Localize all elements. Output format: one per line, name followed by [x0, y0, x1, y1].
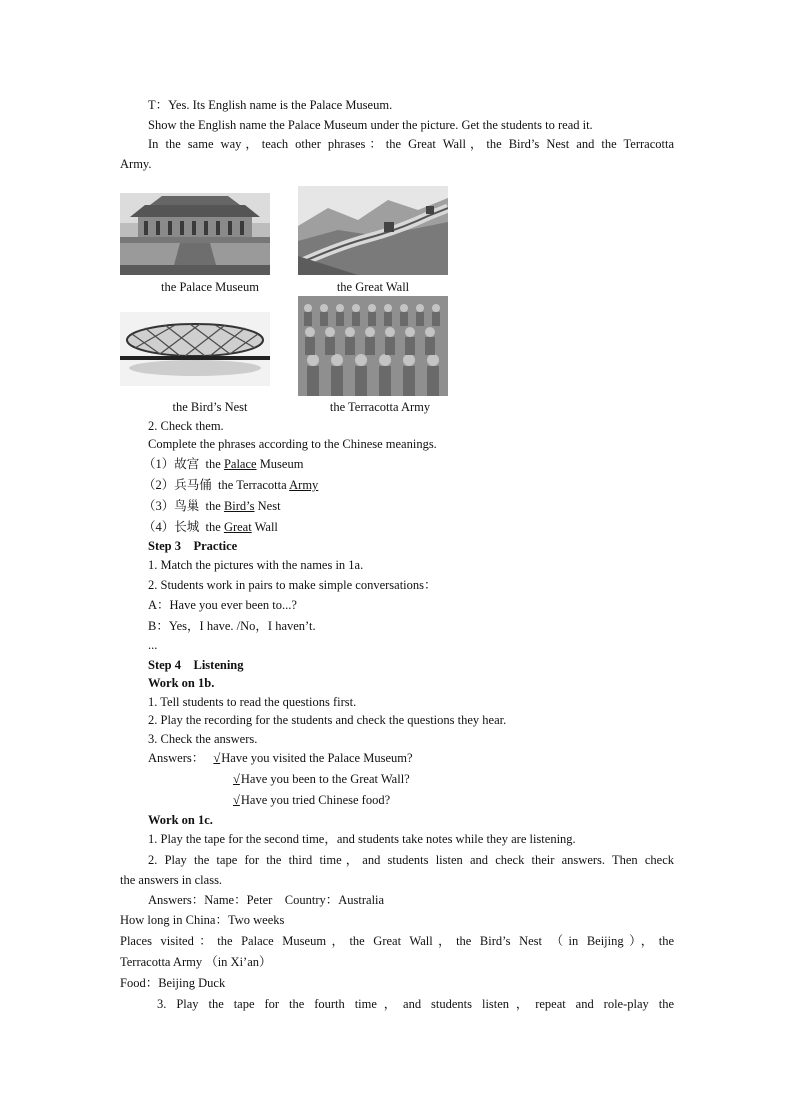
teacher-line: T：Yes. Its English name is the Palace Museum. — [148, 98, 393, 112]
places-visited-cont: Terracotta Army （in Xi’an） — [120, 955, 272, 969]
birds-nest-photo — [120, 312, 270, 386]
work-on-1c: Work on 1c. — [148, 813, 213, 827]
step4-line-3: 3. Check the answers. — [148, 732, 258, 746]
answer-q2: √Have you been to the Great Wall? — [230, 771, 410, 787]
how-long-line: How long in China：Two weeks — [120, 913, 285, 927]
step4-line-1: 1. Tell students to read the questions first. — [148, 695, 357, 709]
step3-heading: Step 3 Practice — [148, 539, 238, 553]
answers-name-country: Answers：Name：Peter Country：Australia — [148, 893, 385, 907]
answer-blank: Palace — [223, 457, 257, 471]
caption-palace-museum: the Palace Museum — [161, 280, 259, 294]
step3-line-1: 1. Match the pictures with the names in 1a. — [148, 558, 364, 572]
dialog-b: B：Yes，I have. /No，I haven’t. — [148, 619, 316, 633]
step4-line-2: 2. Play the recording for the students and check the questions they hear. — [148, 713, 507, 727]
work-on-1b: Work on 1b. — [148, 676, 215, 690]
dialog-a: A：Have you ever been to...? — [148, 598, 297, 612]
phrase-item-4: （4）长城 the Great Wall — [143, 520, 278, 534]
caption-great-wall: the Great Wall — [336, 280, 410, 294]
great-wall-photo — [298, 186, 448, 275]
phrase-item-2: （2）兵马俑 the Terracotta Army — [143, 478, 319, 492]
1c-line-2-cont: the answers in class. — [120, 873, 223, 887]
1c-line-2: 2. Play the tape for the third time，and students listen and check their answers. Then check — [148, 853, 674, 867]
caption-birds-nest: the Bird’s Nest — [172, 400, 248, 414]
same-way-line: In the same way，teach other phrases：the Great Wall，the Bird’s Nest and the Terracotta — [148, 137, 674, 151]
check-mark: √ — [233, 772, 240, 786]
terracotta-army-photo — [298, 296, 448, 396]
check-instruction: Complete the phrases according to the Chinese meanings. — [148, 437, 437, 451]
check-mark: √ — [233, 793, 240, 807]
check-mark: √ — [213, 751, 221, 765]
answer-blank: Bird’s — [223, 499, 255, 513]
1c-line-3: 3. Play the tape for the fourth time，and students listen，repeat and role-play the — [157, 997, 674, 1011]
phrase-item-3: （3）鸟巢 the Bird’s Nest — [143, 499, 281, 513]
dialog-dots: ... — [148, 638, 158, 652]
answer-blank: Army — [289, 478, 319, 492]
1c-line-1: 1. Play the tape for the second time，and students take notes while they are listening. — [148, 832, 576, 846]
step4-heading: Step 4 Listening — [148, 658, 244, 672]
answer-q1: Answers： √Have you visited the Palace Museum? — [148, 751, 413, 765]
answer-blank: Great — [223, 520, 252, 534]
show-instruction: Show the English name the Palace Museum under the picture. Get the students to read it. — [148, 118, 593, 132]
answer-q3: √Have you tried Chinese food? — [230, 792, 390, 808]
food-line: Food：Beijing Duck — [120, 976, 226, 990]
same-way-line-cont: Army. — [120, 157, 152, 171]
caption-terracotta-army: the Terracotta Army — [329, 400, 431, 414]
palace-museum-photo — [120, 193, 270, 275]
phrase-item-1: （1）故宫 the Palace Museum — [143, 457, 304, 471]
places-visited-line: Places visited：the Palace Museum，the Great Wall，the Bird’s Nest （in Beijing），the — [120, 934, 674, 948]
step3-line-2: 2. Students work in pairs to make simple conversations： — [148, 578, 437, 592]
check-title: 2. Check them. — [148, 419, 224, 433]
